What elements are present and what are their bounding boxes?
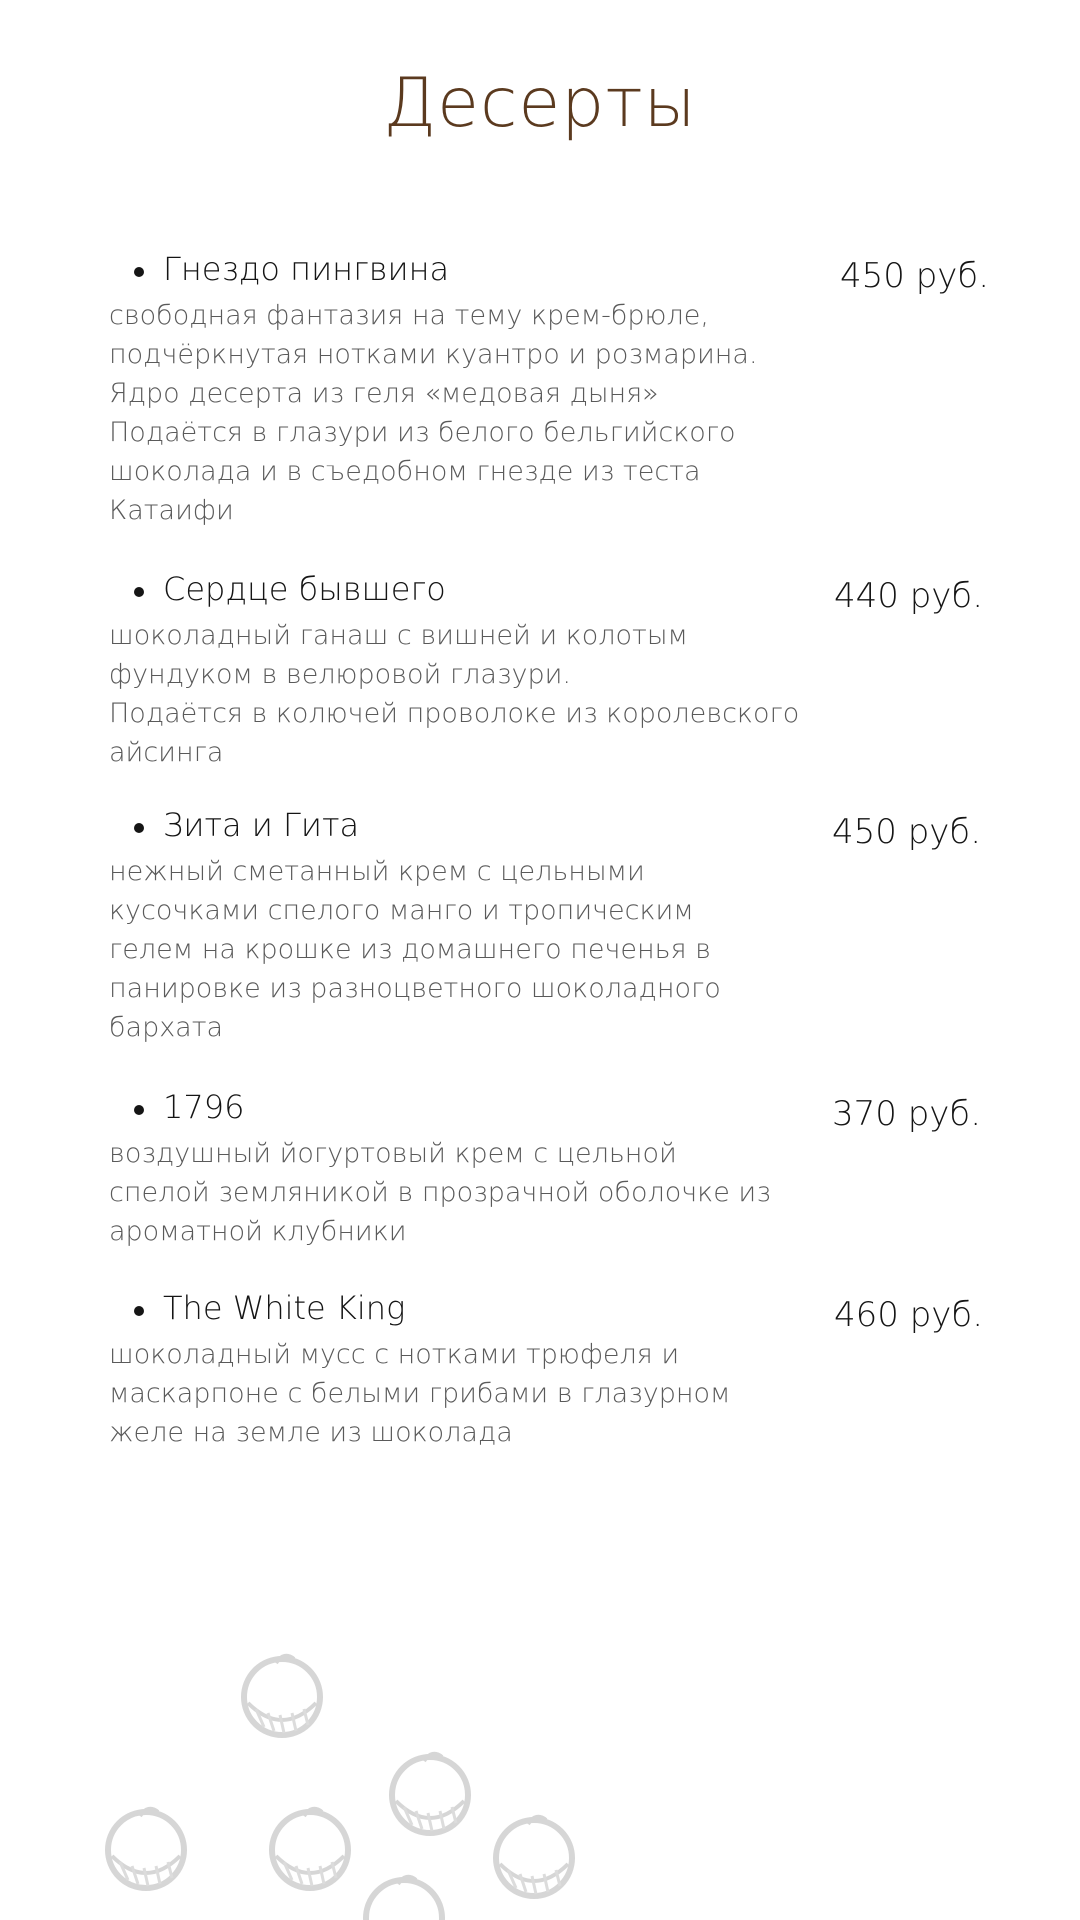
item-price: 450 руб. [831,812,981,852]
description-line: бархата [109,1012,224,1043]
item-description [109,1134,989,1251]
bullet-icon [134,267,144,277]
item-price: 370 руб. [831,1094,981,1134]
menu-item-3 [109,1088,989,1251]
menu-item-2 [109,806,989,1047]
item-description [109,1335,989,1452]
description-line: Подаётся в колючей проволоке из королевского [109,698,800,729]
item-price: 450 руб. [839,256,989,296]
menu-item-4 [109,1289,989,1452]
description-line: ароматной клубники [109,1216,407,1247]
item-name: Гнездо пингвина [163,250,450,288]
item-description [109,616,989,772]
dessert-ball-icon [244,1656,320,1735]
menu-item-1 [109,570,989,772]
description-line: айсинга [109,737,224,768]
item-price: 460 руб. [833,1295,983,1335]
dessert-ball-icon [392,1754,468,1833]
description-line: спелой земляникой в прозрачной оболочке из [109,1177,771,1208]
description-line: Ядро десерта из геля «медовая дыня» [109,378,659,409]
dessert-ball-icon [108,1809,184,1888]
menu-item-0 [109,250,989,530]
item-description [109,852,989,1047]
bullet-icon [134,587,144,597]
dessert-ball-icon [496,1817,572,1896]
description-line: кусочками спелого манго и тропическим [109,895,694,926]
description-line: шоколадный ганаш с вишней и колотым [109,620,688,651]
description-line: фундуком в велюровой глазури. [109,659,572,690]
description-line: маскарпоне с белыми грибами в глазурном [109,1378,731,1409]
description-line: свободная фантазия на тему крем-брюле, [109,300,709,331]
description-line: желе на земле из шоколада [109,1417,513,1448]
item-name: 1796 [163,1088,245,1126]
description-line: Катаифи [109,495,234,526]
description-line: шоколада и в съедобном гнезде из теста [109,456,701,487]
item-name: Зита и Гита [163,806,360,844]
item-name: Сердце бывшего [163,570,446,608]
dessert-ball-icon [366,1877,442,1920]
item-price: 440 руб. [833,576,983,616]
bullet-icon [134,1105,144,1115]
description-line: воздушный йогуртовый крем с цельной [109,1138,677,1169]
item-name: The White King [163,1289,406,1327]
bullet-icon [134,823,144,833]
description-line: подчёркнутая нотками куантро и розмарина. [109,339,758,370]
description-line: нежный сметанный крем с цельными [109,856,645,887]
description-line: панировке из разноцветного шоколадного [109,973,721,1004]
description-line: шоколадный мусс с нотками трюфеля и [109,1339,680,1370]
item-description [109,296,989,530]
description-line: Подаётся в глазури из белого бельгийского [109,417,736,448]
description-line: гелем на крошке из домашнего печенья в [109,934,711,965]
decorative-dessert-illustration [0,1580,1080,1920]
page-title: Десерты [383,64,697,143]
dessert-ball-icon [272,1809,348,1888]
bullet-icon [134,1306,144,1316]
